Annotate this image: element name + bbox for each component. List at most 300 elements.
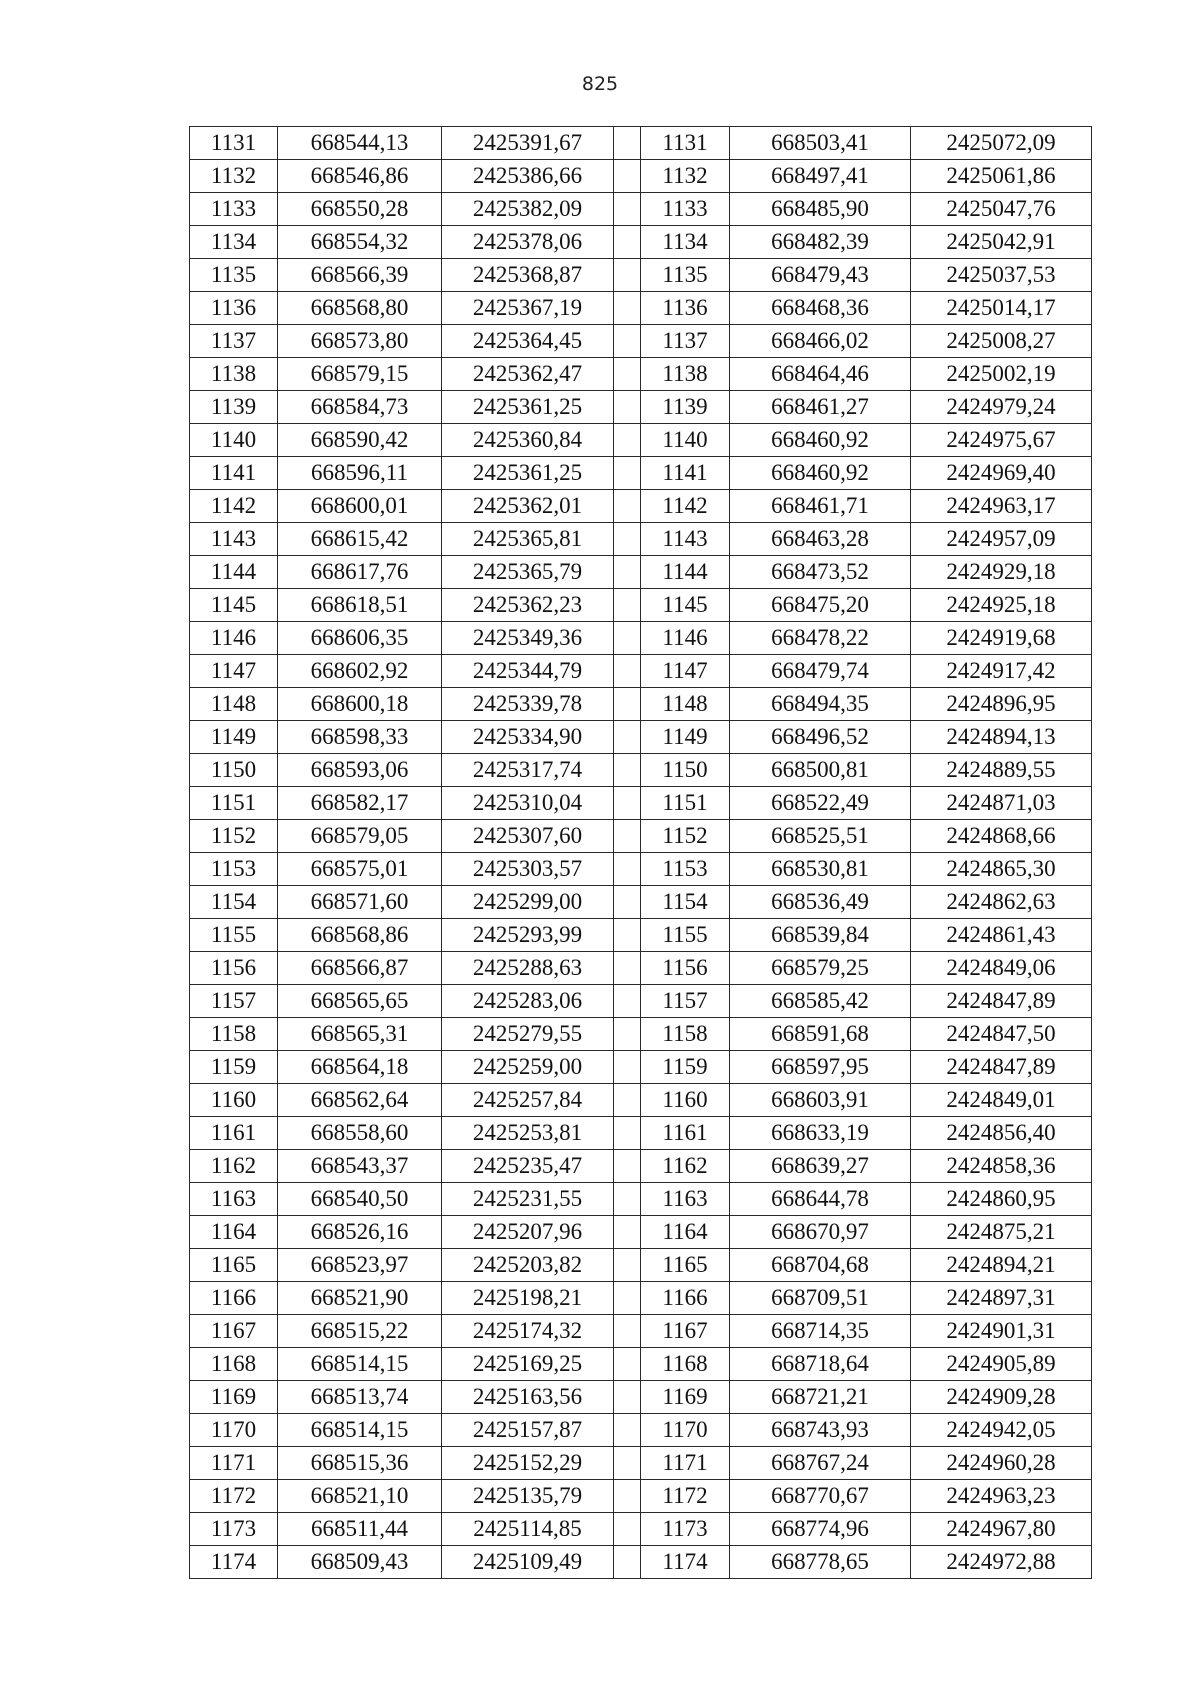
left-x-coordinate-cell: 668593,06 bbox=[278, 754, 442, 787]
right-point-number-cell: 1148 bbox=[641, 688, 730, 721]
spacer-cell bbox=[614, 1447, 641, 1480]
right-point-number-cell: 1143 bbox=[641, 523, 730, 556]
table-row bbox=[190, 1084, 1092, 1117]
right-x-coordinate-cell: 668482,39 bbox=[730, 226, 911, 259]
left-x-coordinate-cell: 668554,32 bbox=[278, 226, 442, 259]
table-row bbox=[190, 523, 1092, 556]
left-y-coordinate-cell: 2425169,25 bbox=[442, 1348, 614, 1381]
table-row bbox=[190, 1546, 1092, 1579]
left-y-coordinate-cell: 2425259,00 bbox=[442, 1051, 614, 1084]
spacer-cell bbox=[614, 358, 641, 391]
left-x-coordinate-cell: 668598,33 bbox=[278, 721, 442, 754]
spacer-cell bbox=[614, 556, 641, 589]
right-x-coordinate-cell: 668525,51 bbox=[730, 820, 911, 853]
right-x-coordinate-cell: 668497,41 bbox=[730, 160, 911, 193]
right-point-number-cell: 1132 bbox=[641, 160, 730, 193]
right-point-number-cell: 1162 bbox=[641, 1150, 730, 1183]
right-point-number-cell: 1157 bbox=[641, 985, 730, 1018]
left-x-coordinate-cell: 668562,64 bbox=[278, 1084, 442, 1117]
right-y-coordinate-cell: 2425014,17 bbox=[911, 292, 1092, 325]
table-row bbox=[190, 457, 1092, 490]
left-y-coordinate-cell: 2425367,19 bbox=[442, 292, 614, 325]
left-point-number-cell: 1141 bbox=[190, 457, 278, 490]
table-row bbox=[190, 787, 1092, 820]
right-x-coordinate-cell: 668767,24 bbox=[730, 1447, 911, 1480]
spacer-cell bbox=[614, 1381, 641, 1414]
spacer-cell bbox=[614, 688, 641, 721]
left-x-coordinate-cell: 668617,76 bbox=[278, 556, 442, 589]
left-y-coordinate-cell: 2425382,09 bbox=[442, 193, 614, 226]
spacer-cell bbox=[614, 424, 641, 457]
right-y-coordinate-cell: 2424972,88 bbox=[911, 1546, 1092, 1579]
left-point-number-cell: 1156 bbox=[190, 952, 278, 985]
left-x-coordinate-cell: 668571,60 bbox=[278, 886, 442, 919]
right-x-coordinate-cell: 668460,92 bbox=[730, 424, 911, 457]
right-y-coordinate-cell: 2424849,06 bbox=[911, 952, 1092, 985]
right-y-coordinate-cell: 2424847,89 bbox=[911, 1051, 1092, 1084]
left-point-number-cell: 1163 bbox=[190, 1183, 278, 1216]
left-y-coordinate-cell: 2425283,06 bbox=[442, 985, 614, 1018]
spacer-cell bbox=[614, 589, 641, 622]
spacer-cell bbox=[614, 1480, 641, 1513]
spacer-cell bbox=[614, 391, 641, 424]
spacer-cell bbox=[614, 1546, 641, 1579]
left-point-number-cell: 1170 bbox=[190, 1414, 278, 1447]
right-y-coordinate-cell: 2424905,89 bbox=[911, 1348, 1092, 1381]
right-point-number-cell: 1165 bbox=[641, 1249, 730, 1282]
right-x-coordinate-cell: 668468,36 bbox=[730, 292, 911, 325]
left-x-coordinate-cell: 668596,11 bbox=[278, 457, 442, 490]
left-x-coordinate-cell: 668618,51 bbox=[278, 589, 442, 622]
left-y-coordinate-cell: 2425279,55 bbox=[442, 1018, 614, 1051]
left-y-coordinate-cell: 2425109,49 bbox=[442, 1546, 614, 1579]
table-row bbox=[190, 1216, 1092, 1249]
left-point-number-cell: 1140 bbox=[190, 424, 278, 457]
spacer-cell bbox=[614, 721, 641, 754]
left-y-coordinate-cell: 2425303,57 bbox=[442, 853, 614, 886]
right-x-coordinate-cell: 668466,02 bbox=[730, 325, 911, 358]
spacer-cell bbox=[614, 127, 641, 160]
right-point-number-cell: 1154 bbox=[641, 886, 730, 919]
table-row bbox=[190, 556, 1092, 589]
right-point-number-cell: 1146 bbox=[641, 622, 730, 655]
spacer-cell bbox=[614, 193, 641, 226]
spacer-cell bbox=[614, 1117, 641, 1150]
table-row bbox=[190, 622, 1092, 655]
right-point-number-cell: 1149 bbox=[641, 721, 730, 754]
spacer-cell bbox=[614, 787, 641, 820]
right-y-coordinate-cell: 2424858,36 bbox=[911, 1150, 1092, 1183]
right-y-coordinate-cell: 2424860,95 bbox=[911, 1183, 1092, 1216]
left-y-coordinate-cell: 2425157,87 bbox=[442, 1414, 614, 1447]
right-y-coordinate-cell: 2424963,23 bbox=[911, 1480, 1092, 1513]
left-y-coordinate-cell: 2425360,84 bbox=[442, 424, 614, 457]
right-y-coordinate-cell: 2424865,30 bbox=[911, 853, 1092, 886]
left-x-coordinate-cell: 668579,15 bbox=[278, 358, 442, 391]
right-y-coordinate-cell: 2424979,24 bbox=[911, 391, 1092, 424]
left-x-coordinate-cell: 668579,05 bbox=[278, 820, 442, 853]
left-y-coordinate-cell: 2425299,00 bbox=[442, 886, 614, 919]
right-y-coordinate-cell: 2424894,13 bbox=[911, 721, 1092, 754]
right-y-coordinate-cell: 2424856,40 bbox=[911, 1117, 1092, 1150]
table-row bbox=[190, 1414, 1092, 1447]
left-point-number-cell: 1136 bbox=[190, 292, 278, 325]
right-x-coordinate-cell: 668709,51 bbox=[730, 1282, 911, 1315]
left-y-coordinate-cell: 2425361,25 bbox=[442, 457, 614, 490]
right-y-coordinate-cell: 2424894,21 bbox=[911, 1249, 1092, 1282]
left-x-coordinate-cell: 668568,86 bbox=[278, 919, 442, 952]
right-point-number-cell: 1144 bbox=[641, 556, 730, 589]
left-x-coordinate-cell: 668600,01 bbox=[278, 490, 442, 523]
right-x-coordinate-cell: 668714,35 bbox=[730, 1315, 911, 1348]
right-x-coordinate-cell: 668460,92 bbox=[730, 457, 911, 490]
right-x-coordinate-cell: 668778,65 bbox=[730, 1546, 911, 1579]
table-row bbox=[190, 1447, 1092, 1480]
table-row bbox=[190, 1249, 1092, 1282]
left-y-coordinate-cell: 2425361,25 bbox=[442, 391, 614, 424]
right-x-coordinate-cell: 668639,27 bbox=[730, 1150, 911, 1183]
right-point-number-cell: 1167 bbox=[641, 1315, 730, 1348]
spacer-cell bbox=[614, 523, 641, 556]
spacer-cell bbox=[614, 259, 641, 292]
right-y-coordinate-cell: 2424960,28 bbox=[911, 1447, 1092, 1480]
right-y-coordinate-cell: 2424868,66 bbox=[911, 820, 1092, 853]
right-y-coordinate-cell: 2425042,91 bbox=[911, 226, 1092, 259]
left-x-coordinate-cell: 668521,90 bbox=[278, 1282, 442, 1315]
left-y-coordinate-cell: 2425344,79 bbox=[442, 655, 614, 688]
left-x-coordinate-cell: 668511,44 bbox=[278, 1513, 442, 1546]
left-point-number-cell: 1167 bbox=[190, 1315, 278, 1348]
right-x-coordinate-cell: 668770,67 bbox=[730, 1480, 911, 1513]
right-x-coordinate-cell: 668743,93 bbox=[730, 1414, 911, 1447]
left-point-number-cell: 1149 bbox=[190, 721, 278, 754]
left-x-coordinate-cell: 668566,87 bbox=[278, 952, 442, 985]
right-y-coordinate-cell: 2424849,01 bbox=[911, 1084, 1092, 1117]
right-point-number-cell: 1168 bbox=[641, 1348, 730, 1381]
left-point-number-cell: 1135 bbox=[190, 259, 278, 292]
left-y-coordinate-cell: 2425152,29 bbox=[442, 1447, 614, 1480]
right-x-coordinate-cell: 668522,49 bbox=[730, 787, 911, 820]
left-x-coordinate-cell: 668523,97 bbox=[278, 1249, 442, 1282]
right-point-number-cell: 1137 bbox=[641, 325, 730, 358]
left-x-coordinate-cell: 668558,60 bbox=[278, 1117, 442, 1150]
table-row bbox=[190, 1051, 1092, 1084]
right-point-number-cell: 1160 bbox=[641, 1084, 730, 1117]
left-y-coordinate-cell: 2425307,60 bbox=[442, 820, 614, 853]
left-x-coordinate-cell: 668540,50 bbox=[278, 1183, 442, 1216]
right-y-coordinate-cell: 2424969,40 bbox=[911, 457, 1092, 490]
left-point-number-cell: 1133 bbox=[190, 193, 278, 226]
left-point-number-cell: 1152 bbox=[190, 820, 278, 853]
right-x-coordinate-cell: 668496,52 bbox=[730, 721, 911, 754]
table-row bbox=[190, 259, 1092, 292]
right-x-coordinate-cell: 668644,78 bbox=[730, 1183, 911, 1216]
left-x-coordinate-cell: 668582,17 bbox=[278, 787, 442, 820]
left-point-number-cell: 1172 bbox=[190, 1480, 278, 1513]
right-y-coordinate-cell: 2424975,67 bbox=[911, 424, 1092, 457]
spacer-cell bbox=[614, 160, 641, 193]
left-y-coordinate-cell: 2425368,87 bbox=[442, 259, 614, 292]
spacer-cell bbox=[614, 622, 641, 655]
left-x-coordinate-cell: 668526,16 bbox=[278, 1216, 442, 1249]
left-point-number-cell: 1154 bbox=[190, 886, 278, 919]
right-y-coordinate-cell: 2425037,53 bbox=[911, 259, 1092, 292]
right-point-number-cell: 1153 bbox=[641, 853, 730, 886]
table-row bbox=[190, 424, 1092, 457]
right-point-number-cell: 1142 bbox=[641, 490, 730, 523]
table-row bbox=[190, 754, 1092, 787]
right-y-coordinate-cell: 2424875,21 bbox=[911, 1216, 1092, 1249]
left-x-coordinate-cell: 668590,42 bbox=[278, 424, 442, 457]
left-y-coordinate-cell: 2425364,45 bbox=[442, 325, 614, 358]
left-point-number-cell: 1150 bbox=[190, 754, 278, 787]
left-x-coordinate-cell: 668615,42 bbox=[278, 523, 442, 556]
left-y-coordinate-cell: 2425235,47 bbox=[442, 1150, 614, 1183]
left-point-number-cell: 1132 bbox=[190, 160, 278, 193]
left-point-number-cell: 1134 bbox=[190, 226, 278, 259]
right-x-coordinate-cell: 668503,41 bbox=[730, 127, 911, 160]
right-point-number-cell: 1163 bbox=[641, 1183, 730, 1216]
right-point-number-cell: 1141 bbox=[641, 457, 730, 490]
right-y-coordinate-cell: 2424847,50 bbox=[911, 1018, 1092, 1051]
left-x-coordinate-cell: 668584,73 bbox=[278, 391, 442, 424]
spacer-cell bbox=[614, 1084, 641, 1117]
spacer-cell bbox=[614, 853, 641, 886]
right-point-number-cell: 1138 bbox=[641, 358, 730, 391]
right-point-number-cell: 1174 bbox=[641, 1546, 730, 1579]
table-row bbox=[190, 1348, 1092, 1381]
left-y-coordinate-cell: 2425349,36 bbox=[442, 622, 614, 655]
spacer-cell bbox=[614, 457, 641, 490]
right-x-coordinate-cell: 668539,84 bbox=[730, 919, 911, 952]
right-x-coordinate-cell: 668485,90 bbox=[730, 193, 911, 226]
spacer-cell bbox=[614, 1051, 641, 1084]
left-x-coordinate-cell: 668573,80 bbox=[278, 325, 442, 358]
table-row bbox=[190, 589, 1092, 622]
spacer-cell bbox=[614, 985, 641, 1018]
right-x-coordinate-cell: 668721,21 bbox=[730, 1381, 911, 1414]
left-point-number-cell: 1138 bbox=[190, 358, 278, 391]
left-point-number-cell: 1166 bbox=[190, 1282, 278, 1315]
right-point-number-cell: 1140 bbox=[641, 424, 730, 457]
table-row bbox=[190, 952, 1092, 985]
left-point-number-cell: 1165 bbox=[190, 1249, 278, 1282]
spacer-cell bbox=[614, 1348, 641, 1381]
spacer-cell bbox=[614, 1018, 641, 1051]
table-row bbox=[190, 1117, 1092, 1150]
right-x-coordinate-cell: 668536,49 bbox=[730, 886, 911, 919]
table-row bbox=[190, 358, 1092, 391]
table-row bbox=[190, 721, 1092, 754]
right-y-coordinate-cell: 2425008,27 bbox=[911, 325, 1092, 358]
left-point-number-cell: 1146 bbox=[190, 622, 278, 655]
right-x-coordinate-cell: 668461,71 bbox=[730, 490, 911, 523]
table-row bbox=[190, 127, 1092, 160]
left-y-coordinate-cell: 2425198,21 bbox=[442, 1282, 614, 1315]
right-x-coordinate-cell: 668479,43 bbox=[730, 259, 911, 292]
right-y-coordinate-cell: 2424963,17 bbox=[911, 490, 1092, 523]
coordinates-table bbox=[189, 126, 1092, 1579]
left-y-coordinate-cell: 2425362,47 bbox=[442, 358, 614, 391]
right-x-coordinate-cell: 668464,46 bbox=[730, 358, 911, 391]
right-y-coordinate-cell: 2424889,55 bbox=[911, 754, 1092, 787]
table-row bbox=[190, 1183, 1092, 1216]
right-point-number-cell: 1139 bbox=[641, 391, 730, 424]
left-point-number-cell: 1139 bbox=[190, 391, 278, 424]
left-y-coordinate-cell: 2425317,74 bbox=[442, 754, 614, 787]
left-point-number-cell: 1171 bbox=[190, 1447, 278, 1480]
spacer-cell bbox=[614, 754, 641, 787]
table-row bbox=[190, 226, 1092, 259]
right-point-number-cell: 1151 bbox=[641, 787, 730, 820]
left-y-coordinate-cell: 2425293,99 bbox=[442, 919, 614, 952]
table-row bbox=[190, 853, 1092, 886]
right-x-coordinate-cell: 668500,81 bbox=[730, 754, 911, 787]
left-x-coordinate-cell: 668606,35 bbox=[278, 622, 442, 655]
table-row bbox=[190, 1513, 1092, 1546]
left-x-coordinate-cell: 668565,31 bbox=[278, 1018, 442, 1051]
right-point-number-cell: 1150 bbox=[641, 754, 730, 787]
left-x-coordinate-cell: 668565,65 bbox=[278, 985, 442, 1018]
left-x-coordinate-cell: 668575,01 bbox=[278, 853, 442, 886]
left-x-coordinate-cell: 668514,15 bbox=[278, 1348, 442, 1381]
left-point-number-cell: 1168 bbox=[190, 1348, 278, 1381]
left-x-coordinate-cell: 668514,15 bbox=[278, 1414, 442, 1447]
spacer-cell bbox=[614, 1315, 641, 1348]
left-point-number-cell: 1161 bbox=[190, 1117, 278, 1150]
left-x-coordinate-cell: 668600,18 bbox=[278, 688, 442, 721]
left-x-coordinate-cell: 668564,18 bbox=[278, 1051, 442, 1084]
left-y-coordinate-cell: 2425207,96 bbox=[442, 1216, 614, 1249]
left-y-coordinate-cell: 2425391,67 bbox=[442, 127, 614, 160]
table-row bbox=[190, 919, 1092, 952]
left-point-number-cell: 1169 bbox=[190, 1381, 278, 1414]
right-y-coordinate-cell: 2424967,80 bbox=[911, 1513, 1092, 1546]
table-row bbox=[190, 391, 1092, 424]
right-x-coordinate-cell: 668478,22 bbox=[730, 622, 911, 655]
left-y-coordinate-cell: 2425386,66 bbox=[442, 160, 614, 193]
table-row bbox=[190, 1381, 1092, 1414]
left-point-number-cell: 1157 bbox=[190, 985, 278, 1018]
left-y-coordinate-cell: 2425339,78 bbox=[442, 688, 614, 721]
table-row bbox=[190, 1480, 1092, 1513]
spacer-cell bbox=[614, 1216, 641, 1249]
left-point-number-cell: 1148 bbox=[190, 688, 278, 721]
left-y-coordinate-cell: 2425365,79 bbox=[442, 556, 614, 589]
right-point-number-cell: 1156 bbox=[641, 952, 730, 985]
spacer-cell bbox=[614, 325, 641, 358]
spacer-cell bbox=[614, 1282, 641, 1315]
spacer-cell bbox=[614, 1150, 641, 1183]
left-x-coordinate-cell: 668544,13 bbox=[278, 127, 442, 160]
left-point-number-cell: 1143 bbox=[190, 523, 278, 556]
right-point-number-cell: 1171 bbox=[641, 1447, 730, 1480]
left-x-coordinate-cell: 668566,39 bbox=[278, 259, 442, 292]
right-point-number-cell: 1134 bbox=[641, 226, 730, 259]
right-y-coordinate-cell: 2424929,18 bbox=[911, 556, 1092, 589]
right-point-number-cell: 1145 bbox=[641, 589, 730, 622]
right-x-coordinate-cell: 668704,68 bbox=[730, 1249, 911, 1282]
left-x-coordinate-cell: 668602,92 bbox=[278, 655, 442, 688]
right-point-number-cell: 1136 bbox=[641, 292, 730, 325]
table-row bbox=[190, 688, 1092, 721]
right-point-number-cell: 1161 bbox=[641, 1117, 730, 1150]
left-y-coordinate-cell: 2425365,81 bbox=[442, 523, 614, 556]
right-y-coordinate-cell: 2424919,68 bbox=[911, 622, 1092, 655]
table-row bbox=[190, 292, 1092, 325]
right-x-coordinate-cell: 668718,64 bbox=[730, 1348, 911, 1381]
left-point-number-cell: 1151 bbox=[190, 787, 278, 820]
spacer-cell bbox=[614, 292, 641, 325]
right-y-coordinate-cell: 2424909,28 bbox=[911, 1381, 1092, 1414]
left-point-number-cell: 1137 bbox=[190, 325, 278, 358]
right-x-coordinate-cell: 668463,28 bbox=[730, 523, 911, 556]
table-row bbox=[190, 193, 1092, 226]
right-x-coordinate-cell: 668633,19 bbox=[730, 1117, 911, 1150]
left-y-coordinate-cell: 2425253,81 bbox=[442, 1117, 614, 1150]
left-x-coordinate-cell: 668543,37 bbox=[278, 1150, 442, 1183]
right-point-number-cell: 1152 bbox=[641, 820, 730, 853]
left-point-number-cell: 1145 bbox=[190, 589, 278, 622]
right-x-coordinate-cell: 668774,96 bbox=[730, 1513, 911, 1546]
left-point-number-cell: 1158 bbox=[190, 1018, 278, 1051]
right-x-coordinate-cell: 668461,27 bbox=[730, 391, 911, 424]
left-y-coordinate-cell: 2425163,56 bbox=[442, 1381, 614, 1414]
page-number: 825 bbox=[581, 73, 619, 95]
spacer-cell bbox=[614, 1513, 641, 1546]
left-point-number-cell: 1147 bbox=[190, 655, 278, 688]
right-x-coordinate-cell: 668670,97 bbox=[730, 1216, 911, 1249]
left-point-number-cell: 1173 bbox=[190, 1513, 278, 1546]
left-y-coordinate-cell: 2425231,55 bbox=[442, 1183, 614, 1216]
left-y-coordinate-cell: 2425310,04 bbox=[442, 787, 614, 820]
right-point-number-cell: 1173 bbox=[641, 1513, 730, 1546]
table-row bbox=[190, 985, 1092, 1018]
table-row bbox=[190, 820, 1092, 853]
table-row bbox=[190, 160, 1092, 193]
right-y-coordinate-cell: 2425047,76 bbox=[911, 193, 1092, 226]
left-point-number-cell: 1142 bbox=[190, 490, 278, 523]
right-x-coordinate-cell: 668591,68 bbox=[730, 1018, 911, 1051]
coordinates-table-body bbox=[190, 127, 1092, 1579]
left-point-number-cell: 1159 bbox=[190, 1051, 278, 1084]
table-row bbox=[190, 325, 1092, 358]
right-y-coordinate-cell: 2424862,63 bbox=[911, 886, 1092, 919]
left-point-number-cell: 1155 bbox=[190, 919, 278, 952]
spacer-cell bbox=[614, 952, 641, 985]
left-y-coordinate-cell: 2425257,84 bbox=[442, 1084, 614, 1117]
left-y-coordinate-cell: 2425114,85 bbox=[442, 1513, 614, 1546]
left-y-coordinate-cell: 2425362,23 bbox=[442, 589, 614, 622]
left-x-coordinate-cell: 668515,22 bbox=[278, 1315, 442, 1348]
right-y-coordinate-cell: 2425061,86 bbox=[911, 160, 1092, 193]
left-x-coordinate-cell: 668521,10 bbox=[278, 1480, 442, 1513]
left-point-number-cell: 1153 bbox=[190, 853, 278, 886]
left-y-coordinate-cell: 2425334,90 bbox=[442, 721, 614, 754]
right-x-coordinate-cell: 668494,35 bbox=[730, 688, 911, 721]
left-point-number-cell: 1144 bbox=[190, 556, 278, 589]
right-y-coordinate-cell: 2424925,18 bbox=[911, 589, 1092, 622]
right-point-number-cell: 1131 bbox=[641, 127, 730, 160]
right-x-coordinate-cell: 668475,20 bbox=[730, 589, 911, 622]
right-point-number-cell: 1170 bbox=[641, 1414, 730, 1447]
right-x-coordinate-cell: 668473,52 bbox=[730, 556, 911, 589]
table-row bbox=[190, 1150, 1092, 1183]
table-row bbox=[190, 886, 1092, 919]
table-row bbox=[190, 1315, 1092, 1348]
left-point-number-cell: 1164 bbox=[190, 1216, 278, 1249]
spacer-cell bbox=[614, 490, 641, 523]
